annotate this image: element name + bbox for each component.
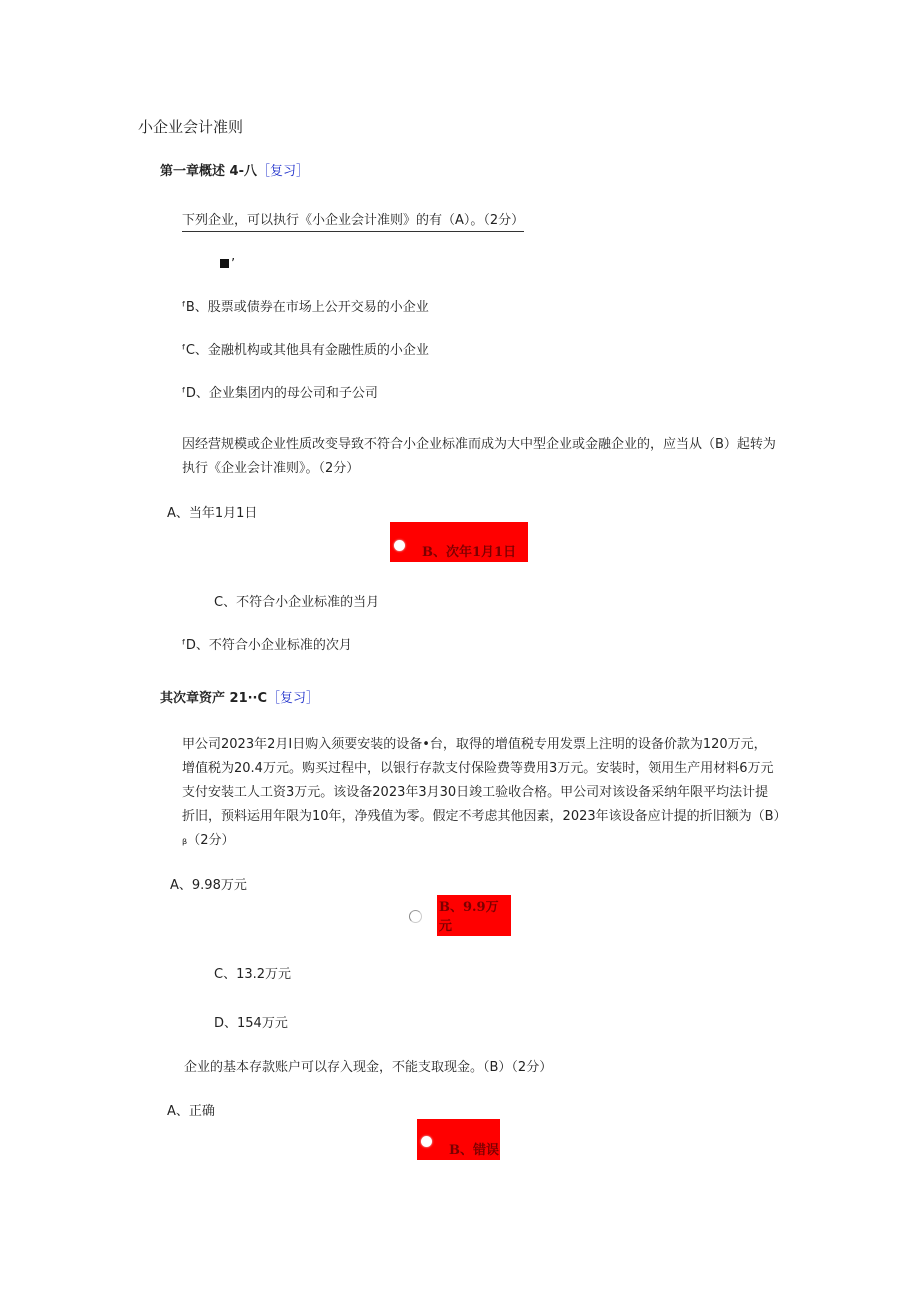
question-3-stem-line-1: 甲公司2023年2月I日购入须要安装的设备•台，取得的增值税专用发票上注明的设备价款为120万元， <box>182 737 767 752</box>
question-3-option-d[interactable]: D、154万元 <box>214 1016 288 1031</box>
question-1-option-b[interactable]: ᶠB、股票或债券在市场上公开交易的小企业 <box>182 300 429 315</box>
chapter-2-title: 其次章资产 21··C <box>160 691 268 706</box>
question-3-stem-line-2: 增值税为20.4万元。购买过程中，以银行存款支付保险费等费用3万元。安装时，领用生产用材料6万元 <box>182 761 774 776</box>
selected-square-icon <box>220 259 229 268</box>
question-2-option-d[interactable]: ᶠD、不符合小企业标准的次月 <box>182 638 352 653</box>
question-2-option-a[interactable]: A、当年1月1日 <box>167 506 258 521</box>
question-3-option-a[interactable]: A、9.98万元 <box>170 878 247 893</box>
question-2-stem-line-1: 因经营规模或企业性质改变导致不符合小企业标准而成为大中型企业或金融企业的，应当从（B）起转为 <box>182 437 776 452</box>
radio-selected-icon <box>394 540 405 551</box>
chapter-1-title: 第一章概述 4-八 <box>160 164 257 179</box>
question-2-option-b-selected[interactable] <box>390 522 528 562</box>
option-b-label: B、9.9万元 <box>439 900 499 934</box>
question-3-stem-line-5: ᵦ（2分） <box>182 833 235 848</box>
radio-unselected-icon[interactable] <box>409 910 422 923</box>
question-1-stem: 下列企业，可以执行《小企业会计准则》的有（A）。（2分） <box>182 212 524 232</box>
question-1-option-c[interactable]: ᶠC、金融机构或其他具有金融性质的小企业 <box>182 343 429 358</box>
question-4-stem: 企业的基本存款账户可以存入现金，不能支取现金。（B）（2分） <box>184 1060 553 1075</box>
question-3-stem-line-4: 折旧，预料运用年限为10年，净残值为零。假定不考虑其他因素，2023年该设备应计提的折旧额为（B） <box>182 809 787 824</box>
question-1-option-a[interactable] <box>220 256 235 274</box>
question-3-option-c[interactable]: C、13.2万元 <box>214 967 292 982</box>
option-b-label: B、次年1月1日 <box>422 545 517 560</box>
question-2-stem-line-2: 执行《企业会计准则》。（2分） <box>182 461 360 476</box>
question-3-option-b-selected[interactable] <box>437 895 511 936</box>
option-a-marker: ’ <box>231 257 236 272</box>
option-b-label: B、错误 <box>449 1143 499 1158</box>
chapter-2-heading <box>160 690 319 708</box>
question-2-option-c[interactable]: C、不符合小企业标准的当月 <box>214 595 380 610</box>
chapter-1-heading <box>160 163 309 181</box>
chapter-1-review-link[interactable]: ［复习］ <box>256 164 309 179</box>
radio-selected-icon <box>421 1136 432 1147</box>
question-1-option-d[interactable]: ᶠD、企业集团内的母公司和子公司 <box>182 386 378 401</box>
question-3-stem-line-3: 支付安装工人工资3万元。该设备2023年3月30日竣工验收合格。甲公司对该设备采纳年限平均法计提 <box>182 785 769 800</box>
document-title: 小企业会计准则 <box>138 118 244 136</box>
question-4-option-a[interactable]: A、正确 <box>167 1104 215 1119</box>
chapter-2-review-link[interactable]: ［复习］ <box>267 691 320 706</box>
question-4-option-b-selected[interactable] <box>417 1119 500 1160</box>
